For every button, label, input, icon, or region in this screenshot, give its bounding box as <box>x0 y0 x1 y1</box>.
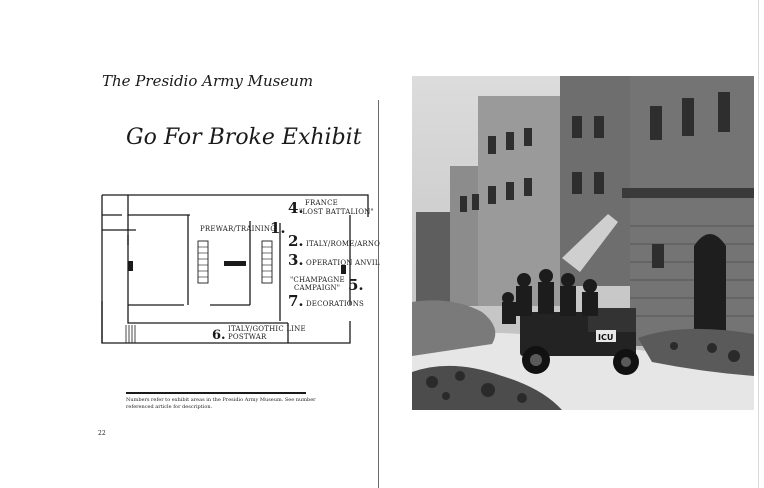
area-4-number: 4. <box>288 199 304 217</box>
area-3-number: 3. <box>288 251 304 269</box>
scan-edge <box>758 0 759 488</box>
area-6-label-1: ITALY/GOTHIC LINE <box>228 325 306 333</box>
area-4-label-1: FRANCE <box>305 199 338 207</box>
jeep-plate: ICU <box>598 333 614 342</box>
plan-caption: Numbers refer to exhibit areas in the Presidio Army Museum. See number referenced article for description. <box>126 397 316 410</box>
exhibit-title: Go For Broke Exhibit <box>126 125 362 150</box>
area-5-label-2: CAMPAIGN" <box>294 284 341 292</box>
area-5-label-1: "CHAMPAGNE <box>290 276 345 284</box>
plan-stair-hatch <box>126 325 135 343</box>
plan-door-mark-left <box>128 261 133 271</box>
area-6-number: 6. <box>212 328 226 343</box>
area-1-label: PREWAR/TRAINING <box>200 225 276 233</box>
area-2-label: ITALY/ROME/ARNO <box>306 240 381 248</box>
area-5-number: 5. <box>348 276 364 294</box>
area-3-label: OPERATION ANVIL <box>306 259 380 267</box>
area-7-label: DECORATIONS <box>306 300 365 308</box>
area-2-number: 2. <box>288 232 304 250</box>
plan-center-bench <box>224 261 246 266</box>
plan-left-bottom-wall <box>102 195 350 343</box>
floor-plan-drawing <box>100 193 381 349</box>
floor-plan <box>100 193 381 349</box>
war-photo <box>412 76 754 410</box>
area-1-number: 1. <box>270 219 286 237</box>
page-number: 22 <box>98 430 106 437</box>
plan-upper-corridor <box>128 195 190 215</box>
museum-title: The Presidio Army Museum <box>102 72 314 90</box>
area-4-label-2: "LOST BATTALION" <box>299 208 374 216</box>
war-photo-drawing <box>412 76 754 410</box>
page-gutter <box>378 100 379 488</box>
caption-rule <box>126 392 306 394</box>
photo-balcony <box>622 188 754 198</box>
area-6-label-2: POSTWAR <box>228 333 267 341</box>
area-7-number: 7. <box>288 292 304 310</box>
